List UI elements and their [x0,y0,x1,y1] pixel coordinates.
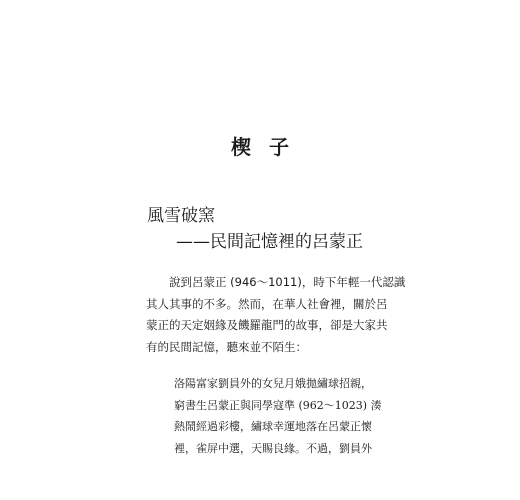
section-title: 風雪破窯 [147,206,215,226]
quote-line: 裡，雀屏中選，天賜良緣。不過，劉員外 [174,441,372,455]
quote-line: 窮書生呂蒙正與同學寇準 (962～1023) 湊 [174,398,382,412]
quote-line: 洛陽富家劉員外的女兒月娥拋繡球招親， [174,377,372,390]
paragraph-line: 其人其事的不多。然而，在華人社會裡，關於呂 [146,296,388,311]
chapter-title: 楔子 [231,135,307,159]
block-quote [174,373,388,459]
paragraph-line: 說到呂蒙正 (946～1011)，時下年輕一代認識 [169,275,406,289]
quote-line: 熱鬧經過彩樓，繡球幸運地落在呂蒙正懷 [174,420,372,433]
paragraph-line: 有的民間記憶，聽來並不陌生： [146,339,307,354]
section-subtitle: ——民間記憶裡的呂蒙正 [176,232,363,252]
intro-paragraph [146,272,406,358]
paragraph-line: 蒙正的天定姻緣及饑羅龍門的故事，卻是大家共 [146,318,388,332]
